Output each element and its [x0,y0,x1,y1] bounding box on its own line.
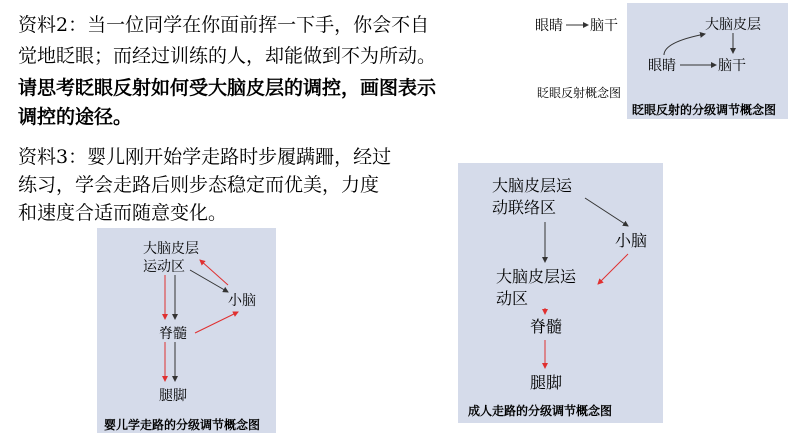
infant-node-cerebellum: 小脑 [228,293,256,309]
infant-node-spinal: 脊髓 [159,326,187,342]
adult-caption: 成人走路的分级调节概念图 [468,404,613,418]
material2-question-line2: 调控的途径。 [18,106,133,128]
material3-line2: 练习，学会走路后则步态稳定而优美，力度 [18,174,380,196]
infant-node-legs: 腿脚 [159,388,187,404]
infant-node-cortex-line1: 大脑皮层 [143,241,199,257]
adult-node-spinal: 脊髓 [530,317,563,336]
adult-node-legs: 腿脚 [530,373,563,392]
adult-node-association-line2: 动联络区 [492,198,557,217]
graded-node-brainstem: 脑干 [718,58,746,74]
graded-node-cortex: 大脑皮层 [705,17,761,33]
infant-caption: 婴儿学走路的分级调节概念图 [104,418,261,432]
adult-node-cerebellum: 小脑 [615,231,648,250]
material3-line1: 资料3：婴儿刚开始学走路时步履蹒跚，经过 [18,146,392,168]
material2-line2: 觉地眨眼；而经过训练的人，却能做到不为所动。 [18,45,437,67]
blink-node-brainstem: 脑干 [590,18,618,34]
adult-arrow-association-cerebellum [585,198,628,226]
blink-node-eye: 眼睛 [535,18,563,34]
blink-graded-caption: 眨眼反射的分级调节概念图 [632,103,777,117]
adult-node-motor-line2: 动区 [496,289,529,308]
material2-line1: 资料2：当一位同学在你面前挥一下手，你会不自 [18,14,430,36]
adult-node-motor-line1: 大脑皮层运 [496,267,577,286]
blink-concept-caption: 眨眼反射概念图 [537,86,622,100]
adult-node-association-line1: 大脑皮层运 [492,176,573,195]
adult-arrow-cerebellum-motor [598,254,628,284]
graded-node-eye: 眼睛 [648,58,676,74]
material3-line3: 和速度合适而随意变化。 [18,202,228,224]
material2-question-line1: 请思考眨眼反射如何受大脑皮层的调控，画图表示 [18,77,437,99]
infant-node-cortex-line2: 运动区 [143,259,185,275]
